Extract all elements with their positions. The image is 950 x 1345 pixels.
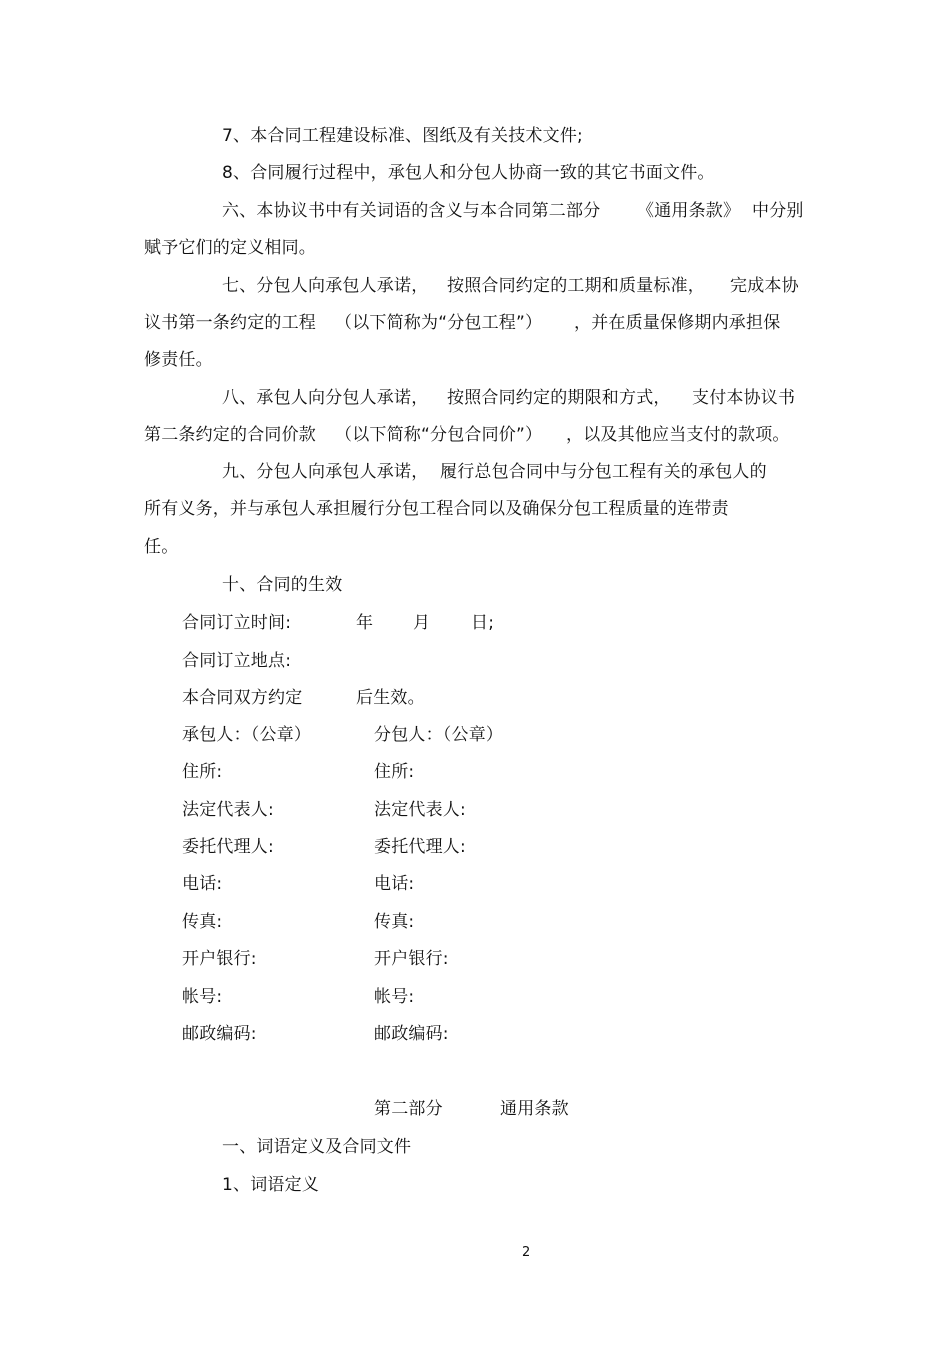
subcontractor-postcode-label: 邮政编码:	[374, 1024, 449, 1044]
clause-8-line-2b: （以下简称“分包合同价”）	[335, 425, 543, 445]
clause-8-line-2c: ，以及其他应当支付的款项。	[566, 425, 790, 445]
clause-9-line-2: 所有义务，并与承包人承担履行分包工程合同以及确保分包工程质量的连带责	[144, 499, 729, 519]
item-8: 8、合同履行过程中，承包人和分包人协商一致的其它书面文件。	[222, 163, 715, 183]
subcontractor-address-label: 住所:	[374, 762, 415, 782]
clause-6-line-2: 赋予它们的定义相同。	[144, 238, 316, 258]
item-7: 7、本合同工程建设标准、图纸及有关技术文件;	[222, 126, 583, 146]
clause-9-line-1a: 九、分包人向承包人承诺，	[222, 462, 429, 482]
part-2-section-1: 一、词语定义及合同文件	[222, 1137, 412, 1157]
contract-date-month: 月	[413, 613, 431, 633]
clause-6-general-terms: 《通用条款》	[637, 201, 741, 221]
clause-7-line-1c: 完成本协	[730, 276, 799, 296]
contractor-bank-label: 开户银行:	[182, 949, 257, 969]
contract-effect-b: 后生效。	[356, 688, 425, 708]
contractor-phone-label: 电话:	[182, 874, 223, 894]
contractor-account-label: 帐号:	[182, 987, 223, 1007]
page-number: 2	[522, 1245, 531, 1260]
clause-6-line-1-end: 中分别	[752, 201, 804, 221]
part-2-title-a: 第二部分	[374, 1099, 443, 1119]
clause-7-line-1a: 七、分包人向承包人承诺，	[222, 276, 429, 296]
contract-date-day: 日;	[471, 613, 495, 633]
part-2-subsection-1: 1、词语定义	[222, 1175, 320, 1195]
subcontractor-fax-label: 传真:	[374, 912, 415, 932]
clause-8-line-1a: 八、承包人向分包人承诺，	[222, 388, 429, 408]
contract-date-year: 年	[356, 613, 374, 633]
clause-8-line-1c: 支付本协议书	[692, 388, 796, 408]
clause-9-line-3: 任。	[144, 537, 179, 557]
contractor-fax-label: 传真:	[182, 912, 223, 932]
contractor-agent-label: 委托代理人:	[182, 837, 274, 857]
subcontractor-legal-rep-label: 法定代表人:	[374, 800, 466, 820]
contractor-address-label: 住所:	[182, 762, 223, 782]
clause-7-line-3: 修责任。	[144, 350, 213, 370]
contract-place-label: 合同订立地点:	[182, 651, 292, 671]
contractor-legal-rep-label: 法定代表人:	[182, 800, 274, 820]
clause-7-line-1b: 按照合同约定的工期和质量标准，	[447, 276, 705, 296]
clause-7-line-2c: ，并在质量保修期内承担保	[574, 313, 781, 333]
subcontractor-account-label: 帐号:	[374, 987, 415, 1007]
clause-8-line-2a: 第二条约定的合同价款	[144, 425, 316, 445]
part-2-title-b: 通用条款	[500, 1099, 569, 1119]
contract-date-label: 合同订立时间:	[182, 613, 292, 633]
contract-effect-a: 本合同双方约定	[182, 688, 303, 708]
clause-10-title: 十、合同的生效	[222, 575, 343, 595]
clause-8-line-1b: 按照合同约定的期限和方式，	[447, 388, 671, 408]
clause-6-line-1: 六、本协议书中有关词语的含义与本合同第二部分	[222, 201, 601, 221]
subcontractor-phone-label: 电话:	[374, 874, 415, 894]
subcontractor-agent-label: 委托代理人:	[374, 837, 466, 857]
clause-9-line-1b: 履行总包合同中与分包工程有关的承包人的	[440, 462, 767, 482]
clause-7-line-2b: （以下简称为“分包工程”）	[335, 313, 543, 333]
contractor-seal-label: 承包人：（公章）	[182, 725, 312, 745]
clause-7-line-2a: 议书第一条约定的工程	[144, 313, 316, 333]
subcontractor-bank-label: 开户银行:	[374, 949, 449, 969]
contractor-postcode-label: 邮政编码:	[182, 1024, 257, 1044]
subcontractor-seal-label: 分包人：（公章）	[374, 725, 504, 745]
